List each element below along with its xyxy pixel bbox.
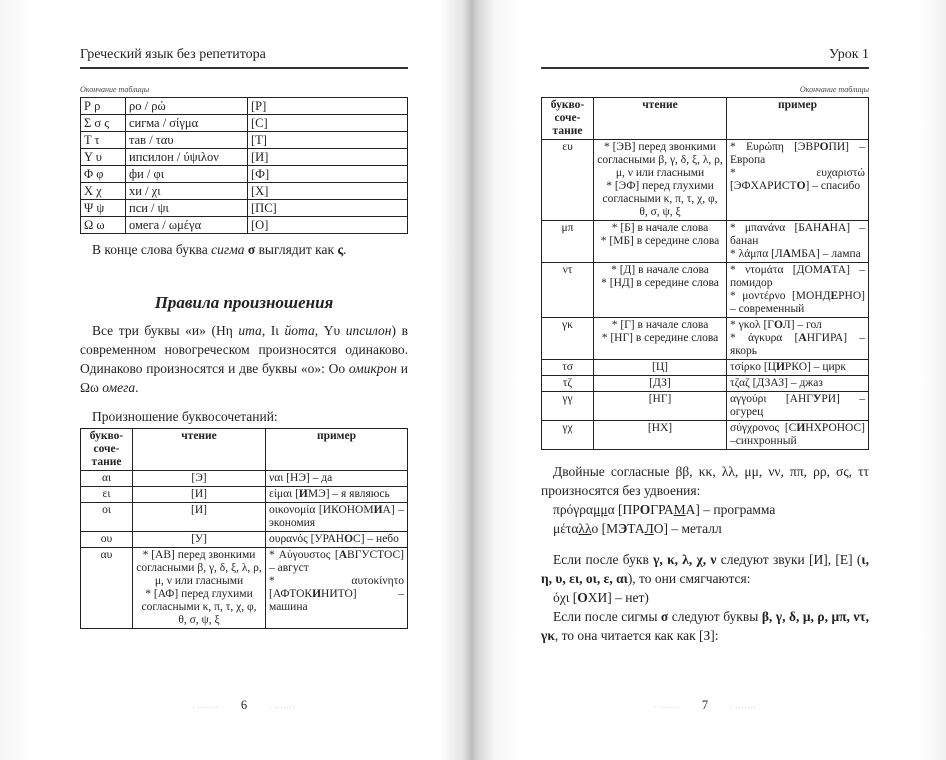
bold-text: Э [618, 521, 628, 536]
table-row [81, 471, 408, 487]
table-row [81, 183, 408, 200]
reading-cell [594, 263, 727, 318]
reading-cell: [НГ] [594, 392, 727, 421]
sound-cell: [И] [248, 149, 408, 166]
cell-line: * [Д] в начале слова [611, 264, 709, 276]
example-cell [727, 263, 869, 318]
bold-text: И [312, 588, 322, 600]
bold-text: И [373, 504, 383, 516]
page-number: 6 [240, 698, 248, 712]
cell-line: * [ЭФ] перед глухими согласными κ, π, τ, χ, φ, θ, σ, ψ, ξ [602, 180, 718, 218]
sound-cell: [Т] [248, 132, 408, 149]
example-cell [266, 471, 408, 487]
table-row [81, 217, 408, 234]
example-cell [266, 487, 408, 503]
sound-cell: [Ф] [248, 166, 408, 183]
name-cell: фи / φι [126, 166, 248, 183]
cell-line: οικονομία [ИКОНОМИА] – экономия [269, 504, 404, 529]
example-ohi: όχι [ОХИ] – нет) [553, 590, 649, 605]
name-cell: пси / ψι [126, 200, 248, 217]
cell-line: * [Г] в начале слова [611, 319, 709, 331]
combination-cell: ου [81, 532, 133, 548]
bold-text: Е [830, 290, 839, 302]
table-row [81, 532, 408, 548]
table-continuation-caption: Окончание таблицы [799, 85, 869, 94]
name-cell: хи / χι [126, 183, 248, 200]
table-row [81, 487, 408, 503]
reading-cell: [НХ] [594, 421, 727, 450]
softening-rule: Если после букв γ, κ, λ, χ, ν следуют звуки [И], [Е] (ι, η, υ, ει, οι, ε, αι), то они смягчаются: [541, 552, 869, 586]
cell-line: τσίρκο [ЦИРКО] – цирк [730, 361, 846, 373]
table-row [81, 200, 408, 217]
reading-cell: [И] [133, 503, 266, 532]
table-row [542, 376, 869, 392]
cell-line: ουρανός [УРАНОС] – небо [269, 533, 399, 545]
bold-text: О [577, 590, 588, 605]
table-row [81, 132, 408, 149]
page-number-ornament: · ······· [269, 705, 296, 711]
italic-text: йота [284, 323, 315, 338]
combination-cell: μπ [542, 221, 594, 263]
running-head: Греческий язык без репетитора [80, 46, 408, 69]
name-cell: омега / ωμέγα [126, 217, 248, 234]
table-row [81, 115, 408, 132]
bold-text: О [773, 319, 783, 331]
double-consonants-block [541, 462, 869, 538]
underlined-text: μμ [593, 502, 608, 517]
cell-line: * [МБ] в середине слова [600, 235, 720, 247]
bold-text: И [298, 488, 308, 500]
header-combination: букво-​соче-​тание [542, 98, 594, 140]
header-reading: чтение [133, 429, 266, 471]
cell-line: * [ЭВ] перед звонкими согласными β, γ, δ, ξ, λ, ρ, μ, ν или гласными [597, 141, 723, 179]
page-number-ornament: · ······· [192, 705, 219, 711]
bold-text: А [782, 248, 792, 260]
cell-line: είμαι [ИМЭ] – я являюсь [269, 488, 390, 500]
bold-text: О [639, 502, 651, 517]
letter-cell: Ω ω [81, 217, 126, 234]
combinations-table-continued [541, 97, 869, 450]
table-row [81, 503, 408, 532]
cell-line: * ευχαριστώ [ЭФХАРИСТО] – спасибо [730, 167, 865, 192]
bold-text: У [812, 393, 822, 405]
page-number-ornament: · ······· [730, 705, 757, 711]
example-cell [266, 503, 408, 532]
header-example: пример [727, 98, 869, 140]
cell-line: * άγκυρα [АНГИРА] – якорь [730, 332, 865, 357]
combinations-intro: Произношение буквосочетаний: [92, 409, 278, 424]
sigma-voicing-rule: Если после сигмы σ следуют буквы β, γ, δ, μ, ρ, μπ, ντ, γκ, то она читается как как [З]: [541, 609, 870, 643]
combination-cell: τσ [542, 360, 594, 376]
table-row [81, 98, 408, 115]
reading-cell: [И] [133, 487, 266, 503]
example-cell [727, 421, 869, 450]
right-page [541, 0, 869, 712]
bold-text: И [796, 422, 806, 434]
bold-text: А [823, 264, 832, 276]
table-row [542, 221, 869, 263]
table-row [542, 318, 869, 360]
table-header-row [81, 429, 408, 471]
table-row [81, 166, 408, 183]
letter-cell: Σ σ ς [81, 115, 126, 132]
table-row [81, 149, 408, 166]
sound-cell: [С] [248, 115, 408, 132]
example-metall: μέταλλο [МЭТАЛО] – металл [553, 521, 722, 536]
bold-text: ι, η, υ, ει, οι, ε, αι [541, 552, 869, 586]
underlined-text: М [673, 502, 686, 517]
bold-text: γ, κ, λ, χ, ν [653, 552, 717, 567]
example-cell [727, 140, 869, 221]
example-cell [727, 318, 869, 360]
combination-cell: ευ [542, 140, 594, 221]
cell-line: τζαζ [ДЗАЗ] – джаз [730, 377, 823, 389]
name-cell: сигма / σίγμα [126, 115, 248, 132]
cell-line: * [АФ] перед глухими согласными κ, π, τ, χ, φ, θ, σ, ψ, ξ [141, 588, 257, 626]
cell-line: * [НД] в середине слова [601, 277, 719, 289]
cell-line: * [Б] в начале слова [611, 222, 709, 234]
cell-line: * μοντέρνο [МОНДЕРНО] – современный [730, 290, 865, 315]
underlined-text: λλ [578, 521, 592, 536]
bold-text: σ [247, 242, 256, 257]
pronunciation-paragraph: Все три буквы «и» (Ηη ита, Ιι йота, Υυ ипсилон) в современном новогреческом произносятся одинаково. Одинаково произносятся и две буквы «о»: Οο омикрон и Ωω омега. [80, 323, 408, 395]
italic-text: омега [102, 380, 136, 395]
running-head: Урок 1 [541, 46, 869, 69]
reading-cell [133, 548, 266, 629]
cell-line: * [АВ] перед звонкими согласными β, γ, δ, ξ, λ, ρ, μ, ν или гласными [136, 549, 262, 587]
bold-text: О [819, 141, 829, 153]
page-footer [80, 690, 408, 712]
bold-text: σ [660, 609, 669, 624]
combination-cell: ει [81, 487, 133, 503]
name-cell: ρο / ρώ [126, 98, 248, 115]
section-title: Правила произношения [154, 293, 334, 312]
cell-line: αγγούρι [АНГУРИ] – огурец [730, 393, 865, 418]
combination-cell: γκ [542, 318, 594, 360]
header-combination: букво-​соче-​тание [81, 429, 133, 471]
combination-cell: αι [81, 471, 133, 487]
example-cell [727, 376, 869, 392]
name-cell: тав / ταυ [126, 132, 248, 149]
letter-cell: Χ χ [81, 183, 126, 200]
table-row [542, 263, 869, 318]
sound-cell: [О] [248, 217, 408, 234]
cell-line: * Ευρώπη [ЭВРОПИ] – Европа [730, 141, 865, 166]
alphabet-table [80, 97, 408, 234]
reading-cell [594, 318, 727, 360]
bold-text: И [775, 361, 785, 373]
cell-line: * αυτοκίνητο [АФТОКИНИТО] – машина [269, 575, 404, 613]
underlined-text: Л [644, 521, 654, 536]
letter-cell: Υ υ [81, 149, 126, 166]
combination-cell: γγ [542, 392, 594, 421]
cell-line: * Αύγουστος [АВГУСТОС] – август [269, 549, 404, 574]
reading-cell [594, 140, 727, 221]
letter-cell: Φ φ [81, 166, 126, 183]
combinations-table [80, 428, 408, 629]
table-row [542, 140, 869, 221]
letter-cell: Τ τ [81, 132, 126, 149]
table-header-row [542, 98, 869, 140]
table-row [81, 548, 408, 629]
reading-cell: [Э] [133, 471, 266, 487]
softening-block [541, 550, 869, 645]
letter-cell: Ψ ψ [81, 200, 126, 217]
bold-text: О [344, 533, 354, 545]
italic-text: ипсилон [345, 323, 392, 338]
reading-cell: [У] [133, 532, 266, 548]
table-row [542, 360, 869, 376]
page-number: 7 [701, 698, 709, 712]
example-cell [727, 392, 869, 421]
bold-text: А [798, 332, 807, 344]
header-reading: чтение [594, 98, 727, 140]
sound-cell: [Х] [248, 183, 408, 200]
left-page [80, 0, 408, 712]
bold-text: О [796, 180, 806, 192]
letter-cell: Ρ ρ [81, 98, 126, 115]
reading-cell: [Ц] [594, 360, 727, 376]
cell-line: * [НГ] в середине слова [601, 332, 719, 344]
sound-cell: [Р] [248, 98, 408, 115]
combination-cell: οι [81, 503, 133, 532]
example-cell [727, 221, 869, 263]
double-consonants-rule: Двойные согласные ββ, κκ, λλ, μμ, νν, ππ, ρρ, σς, ττ произносятся без удвоения: [541, 464, 869, 498]
bold-text: А [821, 222, 830, 234]
table-row [542, 392, 869, 421]
italic-text: сигма [211, 242, 245, 257]
header-example: пример [266, 429, 408, 471]
bold-text: ς [337, 242, 344, 257]
cell-line: * μπανάνα [БАНАНА] – банан [730, 222, 865, 247]
name-cell: ипсилон / ύψιλον [126, 149, 248, 166]
cell-line: σύγχρονος [СИНХРОНОС] –синхронный [730, 422, 865, 447]
cell-line: * γκολ [ГОЛ] – гол [730, 319, 822, 331]
combination-cell: ντ [542, 263, 594, 318]
cell-line: ναι [НЭ] – да [269, 472, 333, 484]
bold-text: А [338, 549, 348, 561]
table-row [542, 421, 869, 450]
reading-cell [594, 221, 727, 263]
example-cell [727, 360, 869, 376]
sigma-note: В конце слова буква сигма σ выглядит как ς. [92, 242, 347, 257]
page-number-ornament: · ······· [653, 705, 680, 711]
reading-cell: [ДЗ] [594, 376, 727, 392]
example-programma: πρόγραμμα [ПРОГРАМА] – программа [553, 502, 776, 517]
combination-cell: τζ [542, 376, 594, 392]
page-footer [541, 690, 869, 712]
sound-cell: [ПС] [248, 200, 408, 217]
cell-line: * ντομάτα [ДОМАТА] – помидор [730, 264, 865, 289]
italic-text: ита [238, 323, 262, 338]
example-cell [266, 548, 408, 629]
combination-cell: αυ [81, 548, 133, 629]
example-cell [266, 532, 408, 548]
combination-cell: γχ [542, 421, 594, 450]
bold-text: β, γ, δ, μ, ρ, μπ, ντ, γκ [541, 609, 870, 643]
table-continuation-caption: Окончание таблицы [80, 85, 150, 94]
cell-line: * λάμπα [ЛАМБА] – лампа [730, 248, 861, 260]
italic-text: омикрон [348, 361, 398, 376]
